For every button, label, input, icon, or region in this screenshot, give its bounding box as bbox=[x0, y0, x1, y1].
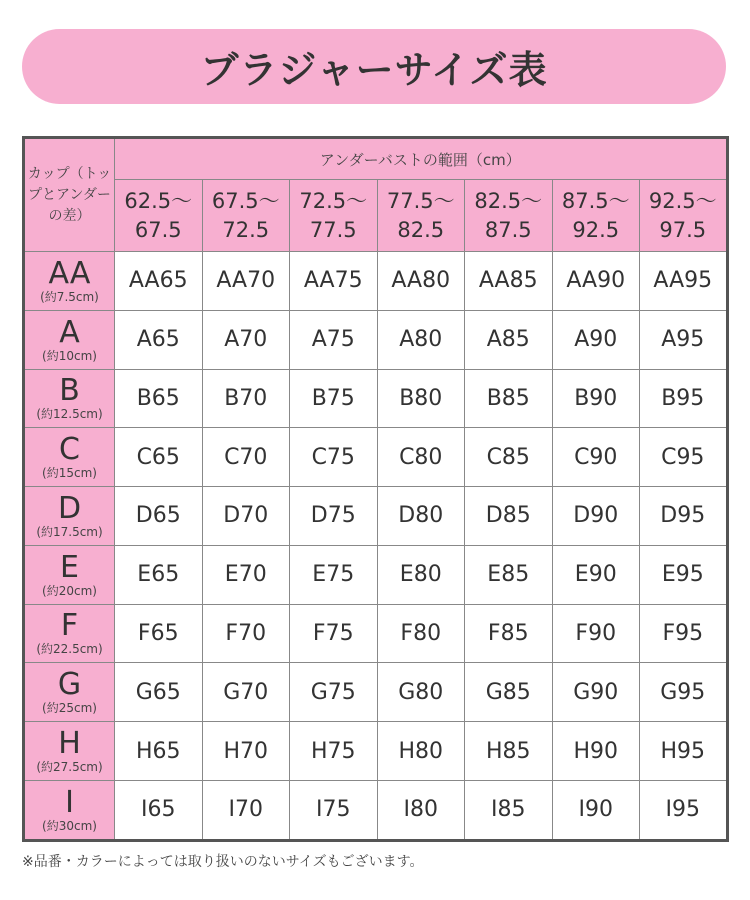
size-cell: D95 bbox=[640, 487, 728, 546]
cup-row bbox=[24, 545, 728, 604]
size-cell: B70 bbox=[202, 369, 290, 428]
cup-label bbox=[24, 545, 115, 604]
size-cell: A90 bbox=[552, 310, 640, 369]
size-cell: G80 bbox=[377, 663, 465, 722]
range-from: 82.5～ bbox=[474, 188, 543, 213]
cup-row bbox=[24, 487, 728, 546]
size-cell: E90 bbox=[552, 545, 640, 604]
cup-row bbox=[24, 722, 728, 781]
size-cell: H70 bbox=[202, 722, 290, 781]
cup-difference: (約22.5cm) bbox=[36, 642, 103, 657]
size-cell: G65 bbox=[115, 663, 203, 722]
cup-row bbox=[24, 780, 728, 840]
size-cell: D75 bbox=[290, 487, 378, 546]
size-cell: B95 bbox=[640, 369, 728, 428]
under-bust-range bbox=[290, 180, 378, 252]
size-cell: D70 bbox=[202, 487, 290, 546]
under-bust-header: アンダーバストの範囲（cm） bbox=[115, 138, 728, 180]
cup-difference: (約15cm) bbox=[42, 466, 97, 481]
cup-label bbox=[24, 252, 115, 311]
under-bust-range bbox=[202, 180, 290, 252]
size-cell: A75 bbox=[290, 310, 378, 369]
size-cell: I75 bbox=[290, 780, 378, 840]
range-from: 77.5～ bbox=[386, 188, 455, 213]
size-cell: E75 bbox=[290, 545, 378, 604]
cup-letter: D bbox=[57, 490, 82, 526]
range-to: 87.5 bbox=[484, 217, 532, 242]
size-cell: I80 bbox=[377, 780, 465, 840]
title-banner bbox=[22, 29, 726, 104]
size-cell: AA85 bbox=[465, 252, 553, 311]
size-cell: E65 bbox=[115, 545, 203, 604]
range-row bbox=[24, 180, 728, 252]
size-cell: G75 bbox=[290, 663, 378, 722]
cup-row bbox=[24, 663, 728, 722]
cup-row bbox=[24, 604, 728, 663]
size-cell: C80 bbox=[377, 428, 465, 487]
cup-difference: (約17.5cm) bbox=[36, 524, 103, 539]
size-cell: G95 bbox=[640, 663, 728, 722]
size-cell: G70 bbox=[202, 663, 290, 722]
under-bust-range bbox=[640, 180, 728, 252]
size-cell: D80 bbox=[377, 487, 465, 546]
cup-letter: G bbox=[57, 667, 82, 703]
range-to: 67.5 bbox=[134, 217, 182, 242]
cup-label bbox=[24, 663, 115, 722]
cup-label bbox=[24, 428, 115, 487]
size-cell: F80 bbox=[377, 604, 465, 663]
under-bust-range bbox=[377, 180, 465, 252]
size-cell: D90 bbox=[552, 487, 640, 546]
cup-label bbox=[24, 780, 115, 840]
cup-label bbox=[24, 369, 115, 428]
cup-row bbox=[24, 310, 728, 369]
cup-row bbox=[24, 369, 728, 428]
size-cell: C70 bbox=[202, 428, 290, 487]
cup-difference: (約10cm) bbox=[42, 348, 97, 363]
size-cell: B80 bbox=[377, 369, 465, 428]
range-from: 87.5～ bbox=[561, 188, 630, 213]
cup-letter: A bbox=[59, 314, 80, 350]
cup-difference: (約7.5cm) bbox=[40, 289, 99, 304]
size-cell: H75 bbox=[290, 722, 378, 781]
size-cell: I95 bbox=[640, 780, 728, 840]
size-cell: F70 bbox=[202, 604, 290, 663]
size-cell: B65 bbox=[115, 369, 203, 428]
size-cell: I70 bbox=[202, 780, 290, 840]
cup-letter: C bbox=[59, 432, 80, 468]
page-title: ブラジャーサイズ表 bbox=[200, 48, 548, 92]
size-cell: A70 bbox=[202, 310, 290, 369]
size-cell: A85 bbox=[465, 310, 553, 369]
size-cell: AA90 bbox=[552, 252, 640, 311]
size-cell: C90 bbox=[552, 428, 640, 487]
cup-header: カップ（トップとアンダーの差） bbox=[24, 138, 115, 252]
cup-label bbox=[24, 310, 115, 369]
under-bust-range bbox=[552, 180, 640, 252]
size-cell: F75 bbox=[290, 604, 378, 663]
size-cell: F65 bbox=[115, 604, 203, 663]
cup-letter: B bbox=[59, 373, 80, 409]
under-bust-range bbox=[465, 180, 553, 252]
size-cell: E70 bbox=[202, 545, 290, 604]
size-cell: I85 bbox=[465, 780, 553, 840]
size-cell: F85 bbox=[465, 604, 553, 663]
range-to: 72.5 bbox=[222, 217, 270, 242]
size-table bbox=[22, 136, 729, 842]
range-from: 67.5～ bbox=[211, 188, 280, 213]
size-cell: B85 bbox=[465, 369, 553, 428]
size-cell: F95 bbox=[640, 604, 728, 663]
cup-letter: I bbox=[65, 784, 74, 820]
size-cell: AA75 bbox=[290, 252, 378, 311]
size-cell: E80 bbox=[377, 545, 465, 604]
size-cell: H65 bbox=[115, 722, 203, 781]
range-from: 62.5～ bbox=[124, 188, 193, 213]
header-row bbox=[24, 138, 728, 180]
size-cell: H80 bbox=[377, 722, 465, 781]
size-cell: B75 bbox=[290, 369, 378, 428]
size-cell: A65 bbox=[115, 310, 203, 369]
range-to: 77.5 bbox=[309, 217, 357, 242]
cup-row bbox=[24, 428, 728, 487]
size-cell: AA95 bbox=[640, 252, 728, 311]
size-cell: H95 bbox=[640, 722, 728, 781]
size-cell: C75 bbox=[290, 428, 378, 487]
cup-difference: (約25cm) bbox=[42, 701, 97, 716]
cup-difference: (約12.5cm) bbox=[36, 407, 103, 422]
size-cell: AA70 bbox=[202, 252, 290, 311]
range-from: 92.5～ bbox=[648, 188, 717, 213]
size-cell: D65 bbox=[115, 487, 203, 546]
size-cell: D85 bbox=[465, 487, 553, 546]
size-cell: I90 bbox=[552, 780, 640, 840]
cup-letter: H bbox=[58, 726, 81, 761]
size-cell: C65 bbox=[115, 428, 203, 487]
cup-difference: (約20cm) bbox=[42, 583, 97, 598]
cup-difference: (約30cm) bbox=[42, 818, 97, 833]
size-cell: A95 bbox=[640, 310, 728, 369]
cup-row bbox=[24, 252, 728, 311]
cup-label bbox=[24, 722, 115, 781]
size-cell: AA65 bbox=[115, 252, 203, 311]
cup-letter: AA bbox=[48, 255, 91, 291]
size-cell: G90 bbox=[552, 663, 640, 722]
cup-letter: E bbox=[60, 549, 79, 585]
size-cell: F90 bbox=[552, 604, 640, 663]
range-to: 82.5 bbox=[397, 217, 445, 242]
availability-note: ※品番・カラーによっては取り扱いのないサイズもございます。 bbox=[22, 854, 424, 870]
range-to: 97.5 bbox=[659, 217, 707, 242]
cup-difference: (約27.5cm) bbox=[36, 760, 103, 774]
under-bust-range bbox=[115, 180, 203, 252]
size-cell: E85 bbox=[465, 545, 553, 604]
cup-label bbox=[24, 604, 115, 663]
range-to: 92.5 bbox=[572, 217, 620, 242]
cup-label bbox=[24, 487, 115, 546]
size-cell: AA80 bbox=[377, 252, 465, 311]
size-cell: G85 bbox=[465, 663, 553, 722]
size-cell: I65 bbox=[115, 780, 203, 840]
size-cell: H90 bbox=[552, 722, 640, 781]
size-cell: H85 bbox=[465, 722, 553, 781]
range-from: 72.5～ bbox=[299, 188, 368, 213]
size-cell: C85 bbox=[465, 428, 553, 487]
size-cell: A80 bbox=[377, 310, 465, 369]
cup-letter: F bbox=[60, 608, 79, 644]
size-cell: C95 bbox=[640, 428, 728, 487]
size-cell: E95 bbox=[640, 545, 728, 604]
size-cell: B90 bbox=[552, 369, 640, 428]
